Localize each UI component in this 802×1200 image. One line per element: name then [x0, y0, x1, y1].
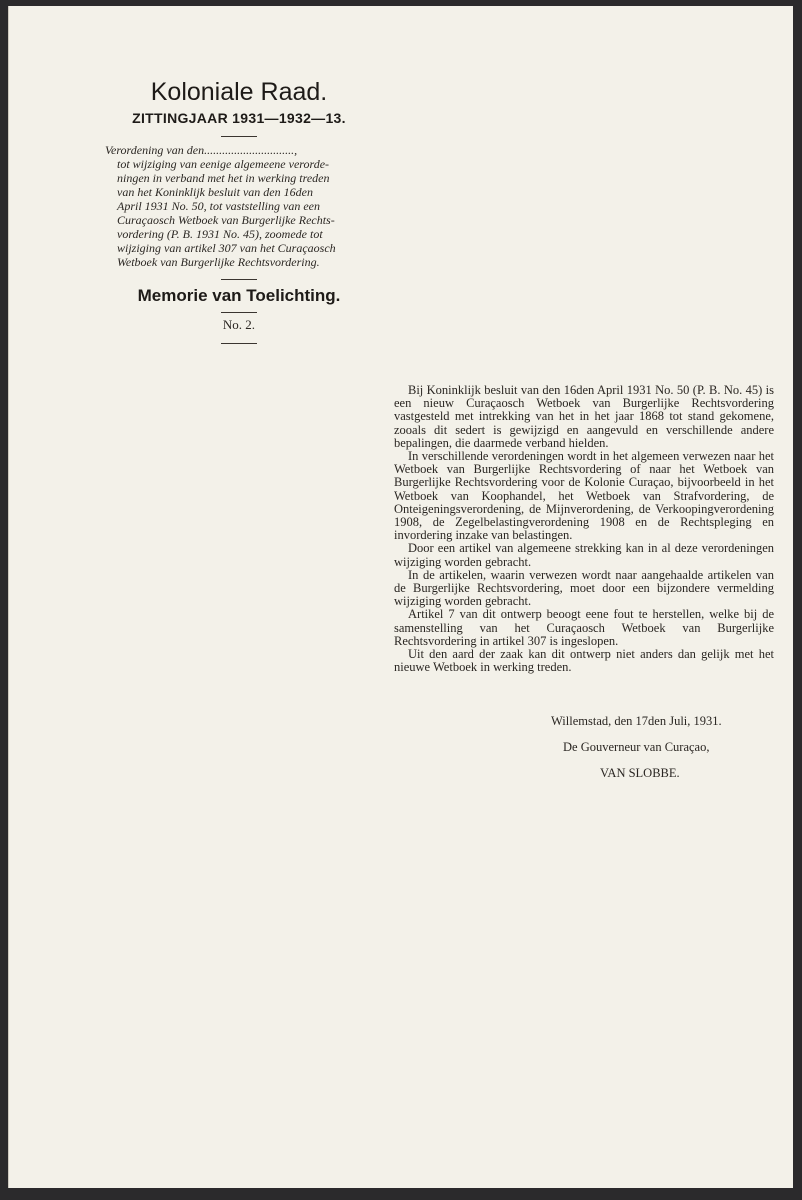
decree-line: April 1931 No. 50, tot vaststelling van een [117, 199, 320, 213]
divider-rule [221, 312, 257, 313]
divider-rule [221, 279, 257, 280]
decree-description [99, 143, 379, 269]
divider-rule [221, 343, 257, 344]
decree-line: ningen in verband met het in werking treden [117, 171, 330, 185]
session-year: ZITTINGJAAR 1931—1932—13. [132, 110, 346, 126]
body-paragraph: Bij Koninklijk besluit van den 16den April 1931 No. 50 (P. B. No. 45) is een nieuw Curaçaosch Wetboek van Burgerlijke Rechtsvordering vastgesteld met intrekking van het in het jaar 1868 tot stand gekomene, zooals dit sedert is gewijzigd en aangevuld en verschillende andere bepalingen, die daarmede verband hielden. [394, 383, 774, 450]
body-paragraph: In verschillende verordeningen wordt in het algemeen verwezen naar het Wetboek van Burgerlijke Rechtsvordering of naar het Wetboek van Burgerlijke Rechtsvordering voor de Kolonie Curaçao, bijvoorbeeld in het Wetboek van Koophandel, het Wetboek van Strafvordering, de Onteigeningsverordening, de Mijnverordening, de Verkoopingverordening 1908, de Zegelbelastingverordening 1908 en de Rechtspleging en invordering inzake van belastingen. [394, 449, 774, 543]
memorie-title: Memorie van Toelichting. [137, 286, 341, 305]
decree-line: Curaçaosch Wetboek van Burgerlijke Rechts- [117, 213, 335, 227]
body-paragraph: Artikel 7 van dit ontwerp beoogt eene fout te herstellen, welke bij de samenstelling van het Curaçaosch Wetboek van Burgerlijke Rechtsvordering in artikel 307 is ingeslopen. [394, 607, 774, 648]
body-paragraph: In de artikelen, waarin verwezen wordt naar aangehaalde artikelen van de Burgerlijke Rechtsvordering, moet door een bijzondere vermelding wijziging worden gebracht. [394, 567, 774, 609]
decree-line: van het Koninklijk besluit van den 16den [117, 185, 313, 199]
divider-rule [221, 136, 257, 137]
decree-line: Wetboek van Burgerlijke Rechtsvordering. [117, 255, 320, 269]
signature-place-date: Willemstad, den 17den Juli, 1931. [551, 714, 722, 728]
decree-line: wijziging van artikel 307 van het Curaçaosch [117, 241, 336, 255]
memorie-number: No. 2. [222, 317, 256, 332]
header-block [99, 76, 379, 344]
body-paragraph: Door een artikel van algemeene strekking kan in al deze verordeningen wijziging worden gebracht. [394, 541, 774, 569]
signature-name: VAN SLOBBE. [600, 766, 680, 780]
signature-role: De Gouverneur van Curaçao, [563, 740, 710, 754]
decree-line: tot wijziging van eenige algemeene verorde- [117, 157, 330, 171]
body-paragraph: Uit den aard der zaak kan dit ontwerp niet anders dan gelijk met het nieuwe Wetboek in werking treden. [394, 647, 774, 675]
decree-line: Verordening van den.............................., [105, 143, 298, 157]
council-title: Koloniale Raad. [150, 78, 328, 106]
document-page [8, 6, 793, 1188]
decree-line: vordering (P. B. 1931 No. 45), zoomede tot [117, 227, 323, 241]
explanation-body [394, 384, 774, 674]
